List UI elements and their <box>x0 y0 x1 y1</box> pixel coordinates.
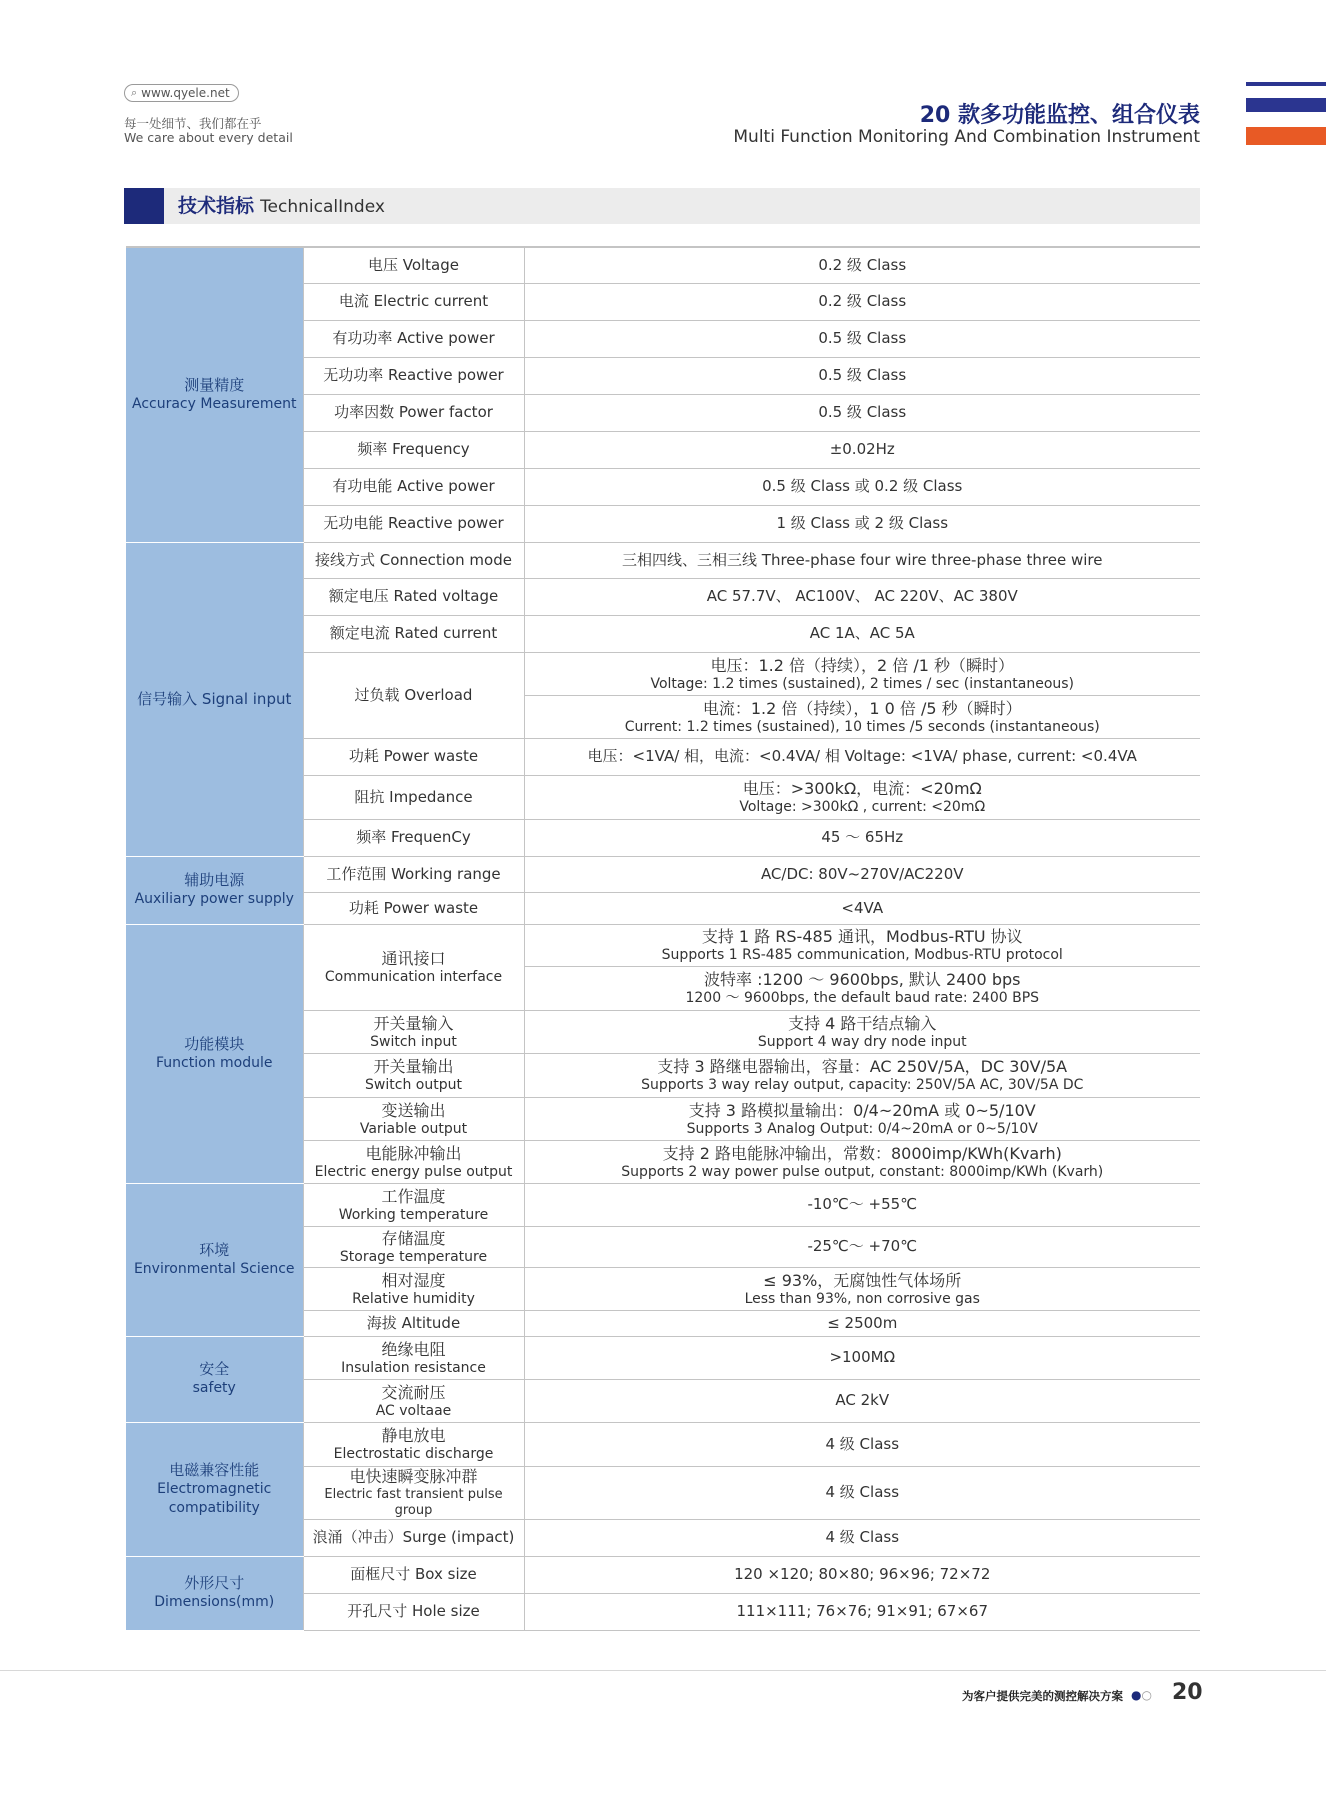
row-value: AC 57.7V、 AC100V、 AC 220V、AC 380V <box>524 578 1200 615</box>
table-row <box>126 856 1200 892</box>
label-en: Switch input <box>370 1033 457 1050</box>
value-cn: 支持 2 路电能脉冲输出，常数：8000imp/KWh(Kvarh) <box>662 1143 1062 1163</box>
value-en: Supports 3 Analog Output: 0/4~20mA or 0~5/10V <box>686 1120 1038 1137</box>
row-value: 4 级 Class <box>524 1466 1200 1519</box>
footer-divider <box>0 1670 1326 1671</box>
label-en: Storage temperature <box>339 1248 488 1265</box>
row-value: ≤ 2500m <box>524 1310 1200 1336</box>
category-label-en: Accuracy Measurement <box>132 395 297 412</box>
footer-slogan: 为客户提供完美的测控解决方案 <box>962 1689 1123 1703</box>
category-label-cn: 辅助电源 <box>184 871 245 889</box>
row-value: 三相四线、三相三线 Three-phase four wire three-phase three wire <box>524 542 1200 578</box>
row-label <box>303 1183 524 1226</box>
row-value: AC/DC: 80V~270V/AC220V <box>524 856 1200 892</box>
section-title-cn: 技术指标 <box>178 195 255 217</box>
row-label <box>303 1267 524 1310</box>
page-title-cn: 20 款多功能监控、组合仪表 <box>919 103 1200 128</box>
row-label: 额定电流 Rated current <box>303 615 524 652</box>
value-cn: 支持 3 路模拟量输出：0/4~20mA 或 0~5/10V <box>688 1100 1036 1120</box>
category-label-en: Signal input <box>201 689 292 708</box>
label-cn: 变送输出 <box>381 1100 446 1120</box>
tagline-en: We care about every detail <box>124 130 293 145</box>
value-en: 1200 ～ 9600bps, the default baud rate: 2400 BPS <box>685 990 1040 1006</box>
search-icon: ⌕ <box>131 86 138 99</box>
row-label <box>303 1336 524 1379</box>
category-label-cn: 信号输入 <box>137 689 198 708</box>
row-label: 开孔尺寸 Hole size <box>303 1593 524 1630</box>
row-label: 海拔 Altitude <box>303 1310 524 1336</box>
row-value: -10℃～ +55℃ <box>524 1183 1200 1226</box>
row-label: 功耗 Power waste <box>303 738 524 775</box>
category-label-cn: 功能模块 <box>184 1034 245 1053</box>
category-label-en: Dimensions(mm) <box>154 1594 275 1610</box>
label-cn: 相对湿度 <box>381 1270 446 1290</box>
category-label-cn: 环境 <box>199 1240 230 1259</box>
label-cn: 静电放电 <box>381 1426 446 1445</box>
row-label: 功率因数 Power factor <box>303 394 524 431</box>
row-label: 过负载 Overload <box>303 652 524 738</box>
label-cn: 交流耐压 <box>381 1382 446 1402</box>
category-label-cn: 测量精度 <box>184 375 245 394</box>
row-label <box>303 1226 524 1267</box>
category-safety <box>126 1336 303 1422</box>
row-value <box>524 1053 1200 1097</box>
label-cn: 开关量输入 <box>373 1013 454 1033</box>
value-cn: 电压：>300kΩ，电流：<20mΩ <box>742 779 982 798</box>
page-title-en: Multi Function Monitoring And Combination Instrument <box>733 127 1200 147</box>
row-label: 频率 FrequenCy <box>303 819 524 856</box>
row-label: 工作范围 Working range <box>303 856 524 892</box>
table-row <box>126 924 1200 966</box>
category-label-cn: 电磁兼容性能 <box>169 1460 260 1479</box>
value-cn: 电压：1.2 倍（持续），2 倍 /1 秒（瞬时） <box>710 655 1015 675</box>
row-label: 有功电能 Active power <box>303 468 524 505</box>
website-url-text: www.qyele.net <box>141 86 230 100</box>
row-value: AC 2kV <box>524 1379 1200 1422</box>
section-title <box>178 193 385 220</box>
value-en: Current: 1.2 times (sustained), 10 times /5 seconds (instantaneous) <box>624 718 1100 735</box>
row-label: 功耗 Power waste <box>303 892 524 924</box>
decor-stripe-navy <box>1246 98 1326 112</box>
row-value <box>524 966 1200 1010</box>
category-label-en: Auxiliary power supply <box>134 891 294 907</box>
row-label: 无功电能 Reactive power <box>303 505 524 542</box>
section-title-en: TechnicalIndex <box>260 197 385 217</box>
category-accuracy <box>126 247 303 542</box>
row-value: 1 级 Class 或 2 级 Class <box>524 505 1200 542</box>
next-icon[interactable]: ● <box>1131 1688 1142 1702</box>
row-label: 浪涌（冲击）Surge (impact) <box>303 1519 524 1556</box>
row-value <box>524 1140 1200 1183</box>
category-label-cn: 安全 <box>199 1360 230 1378</box>
row-value: >100MΩ <box>524 1336 1200 1379</box>
row-label <box>303 1379 524 1422</box>
row-value <box>524 1010 1200 1053</box>
row-label: 电流 Electric current <box>303 283 524 320</box>
table-row <box>126 1556 1200 1593</box>
label-cn: 电快速瞬变脉冲群 <box>349 1466 478 1486</box>
row-value <box>524 652 1200 695</box>
label-en: Electric fast transient pulse group <box>324 1486 503 1518</box>
label-cn: 工作温度 <box>381 1186 446 1206</box>
row-value: 120 ×120; 80×80; 96×96; 72×72 <box>524 1556 1200 1593</box>
label-cn: 通讯接口 <box>381 949 446 968</box>
label-en: Relative humidity <box>352 1290 475 1307</box>
website-url[interactable] <box>124 84 239 102</box>
row-value <box>524 1267 1200 1310</box>
value-cn: ≤ 93%，无腐蚀性气体场所 <box>763 1270 962 1290</box>
category-label-cn: 外形尺寸 <box>184 1574 245 1592</box>
value-cn: 波特率 :1200 ～ 9600bps, 默认 2400 bps <box>704 970 1021 989</box>
category-env <box>126 1183 303 1336</box>
row-label <box>303 1140 524 1183</box>
category-function <box>126 924 303 1183</box>
value-en: Supports 2 way power pulse output, constant: 8000imp/KWh (Kvarh) <box>621 1163 1104 1180</box>
row-value <box>524 1097 1200 1140</box>
category-aux <box>126 856 303 924</box>
category-label-en: safety <box>192 1380 236 1396</box>
row-value: -25℃～ +70℃ <box>524 1226 1200 1267</box>
row-label <box>303 1097 524 1140</box>
value-cn: 支持 4 路干结点输入 <box>788 1013 937 1033</box>
row-label <box>303 1053 524 1097</box>
row-value: 45 ～ 65Hz <box>524 819 1200 856</box>
value-en: Voltage: 1.2 times (sustained), 2 times / sec (instantaneous) <box>650 675 1075 692</box>
row-label: 有功功率 Active power <box>303 320 524 357</box>
category-signal <box>126 542 303 856</box>
row-value: 0.5 级 Class <box>524 320 1200 357</box>
table-row <box>126 1183 1200 1226</box>
row-value: 4 级 Class <box>524 1519 1200 1556</box>
row-label <box>303 1010 524 1053</box>
row-value: 0.2 级 Class <box>524 247 1200 283</box>
table-row <box>126 247 1200 283</box>
category-label-en: Environmental Science <box>133 1260 295 1277</box>
value-en: Supports 3 way relay output, capacity: 250V/5A AC, 30V/5A DC <box>641 1077 1084 1093</box>
value-en: Voltage: >300kΩ , current: <20mΩ <box>739 799 986 815</box>
row-label: 面框尺寸 Box size <box>303 1556 524 1593</box>
value-cn: 支持 1 路 RS-485 通讯，Modbus-RTU 协议 <box>701 927 1023 946</box>
label-en: Electrostatic discharge <box>333 1446 494 1462</box>
label-en: Insulation resistance <box>341 1359 486 1376</box>
label-en: Communication interface <box>324 969 503 985</box>
tagline-cn: 每一处细节、我们都在乎 <box>124 116 262 131</box>
spec-table <box>126 246 1200 1631</box>
row-value: <4VA <box>524 892 1200 924</box>
row-value: 4 级 Class <box>524 1422 1200 1466</box>
label-en: Variable output <box>359 1120 468 1137</box>
category-dims <box>126 1556 303 1630</box>
row-label <box>303 924 524 1010</box>
page-number: 20 <box>1172 1680 1203 1705</box>
row-value: 0.2 级 Class <box>524 283 1200 320</box>
label-cn: 存储温度 <box>381 1228 446 1248</box>
label-en: Working temperature <box>338 1206 489 1223</box>
category-label-en: Electromagnetic compatibility <box>157 1480 272 1516</box>
table-row <box>126 542 1200 578</box>
row-value: AC 1A、AC 5A <box>524 615 1200 652</box>
row-value: ±0.02Hz <box>524 431 1200 468</box>
section-marker-square <box>124 188 164 224</box>
row-value: 111×111; 76×76; 91×91; 67×67 <box>524 1593 1200 1630</box>
row-value: 0.5 级 Class 或 0.2 级 Class <box>524 468 1200 505</box>
value-en: Less than 93%, non corrosive gas <box>744 1290 980 1307</box>
row-value <box>524 695 1200 738</box>
value-en: Supports 1 RS-485 communication, Modbus-RTU protocol <box>661 947 1063 963</box>
value-cn: 电流：1.2 倍（持续），1 0 倍 /5 秒（瞬时） <box>702 698 1022 718</box>
decor-stripe-orange <box>1246 127 1326 145</box>
label-cn: 绝缘电阻 <box>381 1339 446 1359</box>
label-cn: 电能脉冲输出 <box>365 1143 462 1163</box>
row-label: 无功功率 Reactive power <box>303 357 524 394</box>
row-label: 额定电压 Rated voltage <box>303 578 524 615</box>
row-value <box>524 924 1200 966</box>
page-nav[interactable] <box>1131 1688 1152 1702</box>
row-label <box>303 1466 524 1519</box>
value-en: Support 4 way dry node input <box>757 1033 967 1050</box>
label-en: AC voltaae <box>375 1402 452 1419</box>
value-cn: 支持 3 路继电器输出，容量：AC 250V/5A，DC 30V/5A <box>657 1057 1068 1076</box>
row-label: 频率 Frequency <box>303 431 524 468</box>
table-row <box>126 1422 1200 1466</box>
row-value: 电压：<1VA/ 相，电流：<0.4VA/ 相 Voltage: <1VA/ phase, current: <0.4VA <box>524 738 1200 775</box>
row-label: 电压 Voltage <box>303 247 524 283</box>
row-value: 0.5 级 Class <box>524 357 1200 394</box>
row-value <box>524 775 1200 819</box>
label-cn: 开关量输出 <box>373 1057 454 1076</box>
row-label <box>303 1422 524 1466</box>
prev-icon[interactable]: ○ <box>1141 1688 1152 1702</box>
category-emc <box>126 1422 303 1556</box>
decor-stripe-navy-thin <box>1246 82 1326 86</box>
row-value: 0.5 级 Class <box>524 394 1200 431</box>
label-en: Switch output <box>365 1077 462 1093</box>
row-label: 阻抗 Impedance <box>303 775 524 819</box>
table-row <box>126 1336 1200 1379</box>
row-label: 接线方式 Connection mode <box>303 542 524 578</box>
category-label-en: Function module <box>156 1054 273 1071</box>
label-en: Electric energy pulse output <box>314 1163 513 1180</box>
